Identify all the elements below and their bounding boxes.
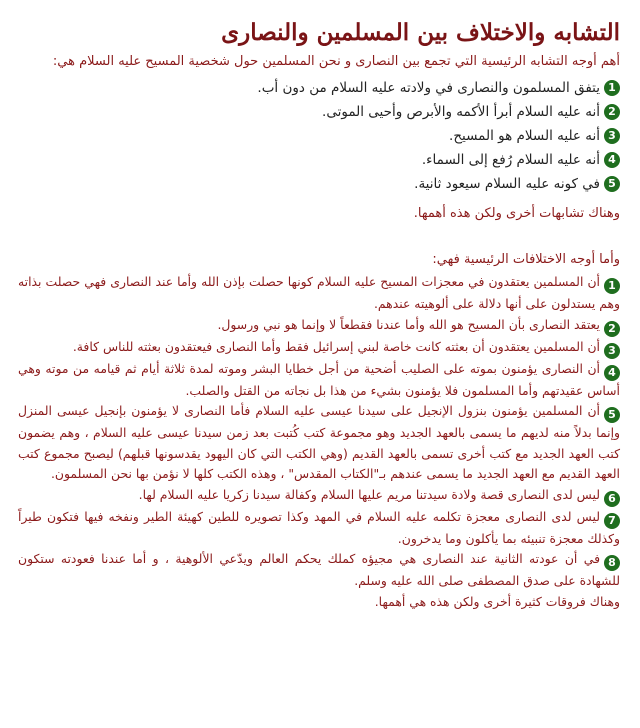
differences-note: وهناك فروقات كثيرة أخرى ولكن هذه هي أهمها. — [374, 593, 620, 609]
difference-item — [18, 359, 620, 402]
similarity-item — [18, 172, 620, 196]
difference-item — [18, 549, 620, 592]
difference-item — [18, 485, 620, 507]
similarity-item — [18, 148, 620, 172]
differences-list — [18, 272, 620, 592]
differences-intro: وأما أوجه الاختلافات الرئيسية فهي: — [432, 252, 620, 267]
similarity-item — [18, 100, 620, 124]
difference-item — [18, 315, 620, 337]
similarity-item — [18, 76, 620, 100]
similarity-text: أنه عليه السلام هو المسيح. — [449, 128, 600, 144]
difference-item — [18, 507, 620, 550]
similarities-intro: أهم أوجه التشابه الرئيسية التي تجمع بين النصارى و نحن المسلمين حول شخصية المسيح عليه السلام هي: — [52, 54, 620, 69]
difference-item — [18, 272, 620, 315]
difference-item — [18, 337, 620, 359]
similarity-text: في كونه عليه السلام سيعود ثانية. — [414, 176, 600, 192]
difference-text: يعتقد النصارى بأن المسيح هو الله وأما عندنا فقطعاً لا وإنما هو نبي ورسول. — [217, 316, 600, 332]
number-badge-icon: 3 — [604, 128, 620, 144]
difference-text: أن المسلمين يعتقدون أن بعثته كانت خاصة لبني إسرائيل فقط وأما النصارى فيعتقدون بعثته للناس كافة. — [72, 338, 600, 354]
difference-text: أن المسلمين يعتقدون في معجزات المسيح عليه السلام كونها حصلت بإذن الله وأما عند النصارى فهي حصلت بذاته وهم يستدلون على أنها دلالة على ألوهيته عندهم. — [18, 274, 620, 311]
number-badge-icon: 7 — [604, 513, 620, 529]
similarity-item — [18, 124, 620, 148]
similarities-note: وهناك تشابهات أخرى ولكن هذه أهمها. — [413, 206, 620, 221]
difference-item — [18, 401, 620, 485]
number-badge-icon: 4 — [604, 152, 620, 168]
number-badge-icon: 6 — [604, 491, 620, 507]
number-badge-icon: 2 — [604, 321, 620, 337]
number-badge-icon: 5 — [604, 407, 620, 423]
page-title: التشابه والاختلاف بين المسلمين والنصارى — [221, 19, 620, 46]
difference-text: أن المسلمين يؤمنون بنزول الإنجيل على سيدنا عيسى عليه السلام فأما النصارى لا يؤمنون بإنجيل عيسى المنزل وإنما بدلاً منه لديهم ما يسمى بالعهد الجديد وهو مجموعة كتب كُتبت بعد زمن سيدنا عيسى عليه السلام ، وهم يضمون كتب العهد الجديد مع كتب أخرى تسمى بالعهد القديم (وهي الكتب التي كان اليهود يقدسونها قبلهم) ليصبح مجموع كتب العهد القديم مع العهد الجديد ما يسمى عندهم بـ"الكتاب المقدس" ، وهذه الكتب كلها لا نؤمن بها نحن المسلمون. — [18, 403, 620, 481]
difference-text: في أن عودته الثانية عند النصارى هي مجيؤه كملك يحكم العالم ويدّعي الألوهية ، و أما عندنا فعودته ستكون للشهادة على صدق المصطفى صلى الله عليه وسلم. — [18, 551, 620, 588]
similarity-text: أنه عليه السلام أبرأ الأكمه والأبرص وأحيى الموتى. — [322, 104, 600, 120]
similarity-text: أنه عليه السلام رُفع إلى السماء. — [421, 152, 600, 168]
number-badge-icon: 1 — [604, 80, 620, 96]
number-badge-icon: 5 — [604, 176, 620, 192]
number-badge-icon: 4 — [604, 365, 620, 381]
difference-text: ليس لدى النصارى قصة ولادة سيدتنا مريم عليها السلام وكفالة سيدنا زكريا عليه السلام لها. — [138, 486, 600, 502]
similarity-text: يتفق المسلمون والنصارى في ولادته عليه السلام من دون أب. — [257, 80, 600, 96]
similarities-list — [18, 76, 620, 196]
number-badge-icon: 3 — [604, 343, 620, 359]
number-badge-icon: 8 — [604, 555, 620, 571]
difference-text: أن النصارى يؤمنون بموته على الصليب أضحية من أجل خطايا البشر وموته لمدة ثلاثة أيام ثم قيامه من موته وهي أساس عقيدتهم وأما المسلمون فلا يؤمنون بشيء من هذا بل نجاته من القتل والصلب. — [18, 360, 620, 398]
number-badge-icon: 1 — [604, 278, 620, 294]
difference-text: ليس لدى النصارى معجزة تكلمه عليه السلام في المهد وكذا تصويره للطين كهيئة الطير ونفخه فيها فتكون طيراً وكذلك معجزة تنبيئه بما يأكلون وما يدخرون. — [18, 508, 620, 546]
number-badge-icon: 2 — [604, 104, 620, 120]
